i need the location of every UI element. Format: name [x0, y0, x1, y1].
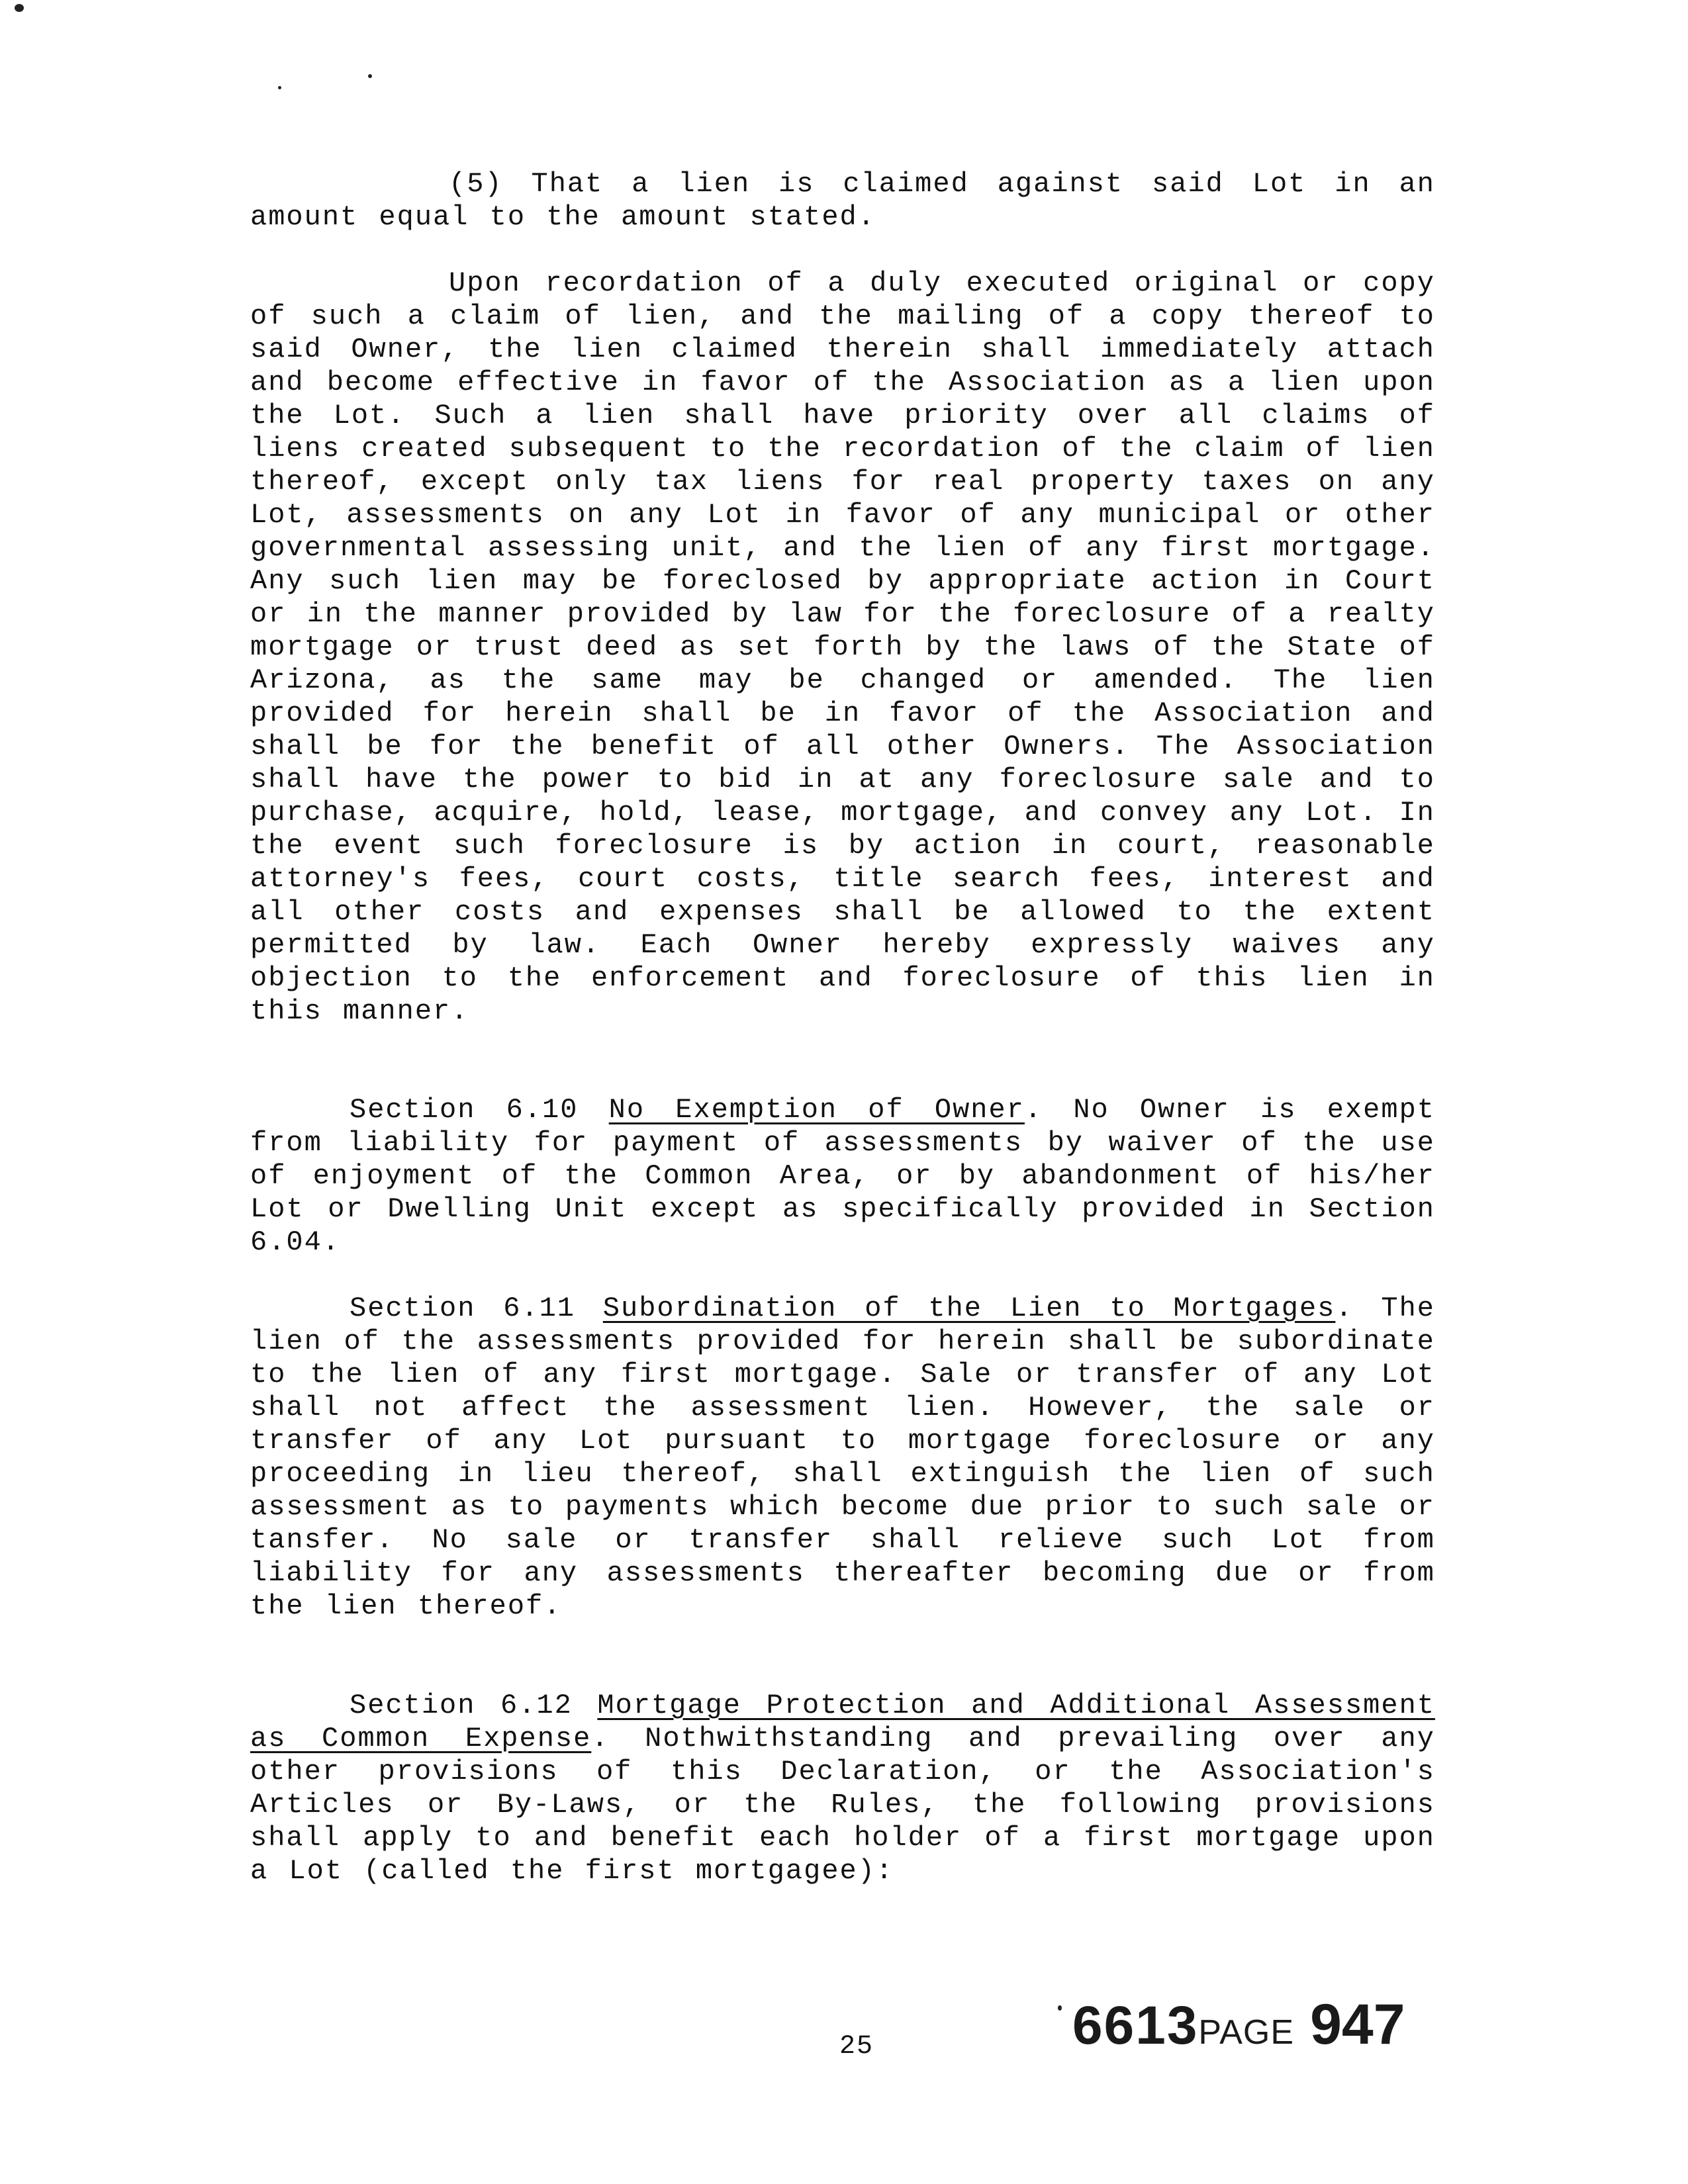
scan-speck	[368, 74, 372, 78]
scan-speck	[278, 86, 281, 89]
section-6-10	[250, 1093, 1435, 1259]
scan-speck	[15, 4, 24, 12]
section-body: . The lien of the assessments provided for herein shall be subordinate to the lien of any first mortgage. Sale or transfer of any Lot shall not affect the assessment lien. However, the sale or transfer of any Lot pursuant to mortgage foreclosure or any proceeding in lieu thereof, shall extinguish the lien of such assessment as to payments which become due prior to such sale or tansfer. No sale or transfer shall relieve such Lot from liability for any assessments thereafter becoming due or from the lien thereof.	[250, 1293, 1435, 1622]
section-title: No Exemption of Owner	[608, 1094, 1025, 1126]
stamp-page-number: 947	[1310, 1993, 1405, 2056]
section-number: Section 6.12	[350, 1690, 573, 1721]
scan-speck	[1058, 2005, 1062, 2011]
section-number: Section 6.10	[350, 1094, 579, 1126]
page-number: 25	[839, 2032, 874, 2062]
paragraph-lien-claimed: (5) That a lien is claimed against said Lot in an amount equal to the amount stated.	[250, 168, 1435, 233]
section-6-12	[250, 1689, 1435, 1888]
recording-stamp	[1072, 1992, 1405, 2058]
section-title: Mortgage Protection and Additional Assessment as Common Expense	[250, 1690, 1435, 1754]
section-body: . No Owner is exempt from liability for payment of assessments by waiver of the use of enjoyment of the Common Area, or by abandonment of his/her Lot or Dwelling Unit except as specifically provided in Section 6.04.	[250, 1094, 1435, 1258]
paragraph-recordation: Upon recordation of a duly executed original or copy of such a claim of lien, and the mailing of a copy thereof to said Owner, the lien claimed therein shall immediately attach and become effective in favor of the Association as a lien upon the Lot. Such a lien shall have priority over all claims of liens created subsequent to the recordation of the claim of lien thereof, except only tax liens for real property taxes on any Lot, assessments on any Lot in favor of any municipal or other governmental assessing unit, and the lien of any first mortgage. Any such lien may be foreclosed by appropriate action in Court or in the manner provided by law for the foreclosure of a realty mortgage or trust deed as set forth by the laws of the State of Arizona, as the same may be changed or amended. The lien provided for herein shall be in favor of the Association and shall be for the benefit of all other Owners. The Association shall have the power to bid in at any foreclosure sale and to purchase, acquire, hold, lease, mortgage, and convey any Lot. In the event such foreclosure is by action in court, reasonable attorney's fees, court costs, title search fees, interest and all other costs and expenses shall be allowed to the extent permitted by law. Each Owner hereby expressly waives any objection to the enforcement and foreclosure of this lien in this manner.	[250, 267, 1435, 1027]
stamp-page-word: PAGE	[1198, 2013, 1295, 2052]
section-title: Subordination of the Lien to Mortgages	[602, 1293, 1336, 1324]
section-6-11	[250, 1292, 1435, 1623]
section-body: . Nothwithstanding and prevailing over any other provisions of this Declaration, or the Association's Articles or By-Laws, or the Rules, the following provisions shall apply to and benefit each holder of a first mortgage upon a Lot (called the first mortgagee):	[250, 1723, 1435, 1887]
stamp-book-number: 6613	[1072, 1995, 1199, 2056]
section-number: Section 6.11	[350, 1293, 576, 1324]
